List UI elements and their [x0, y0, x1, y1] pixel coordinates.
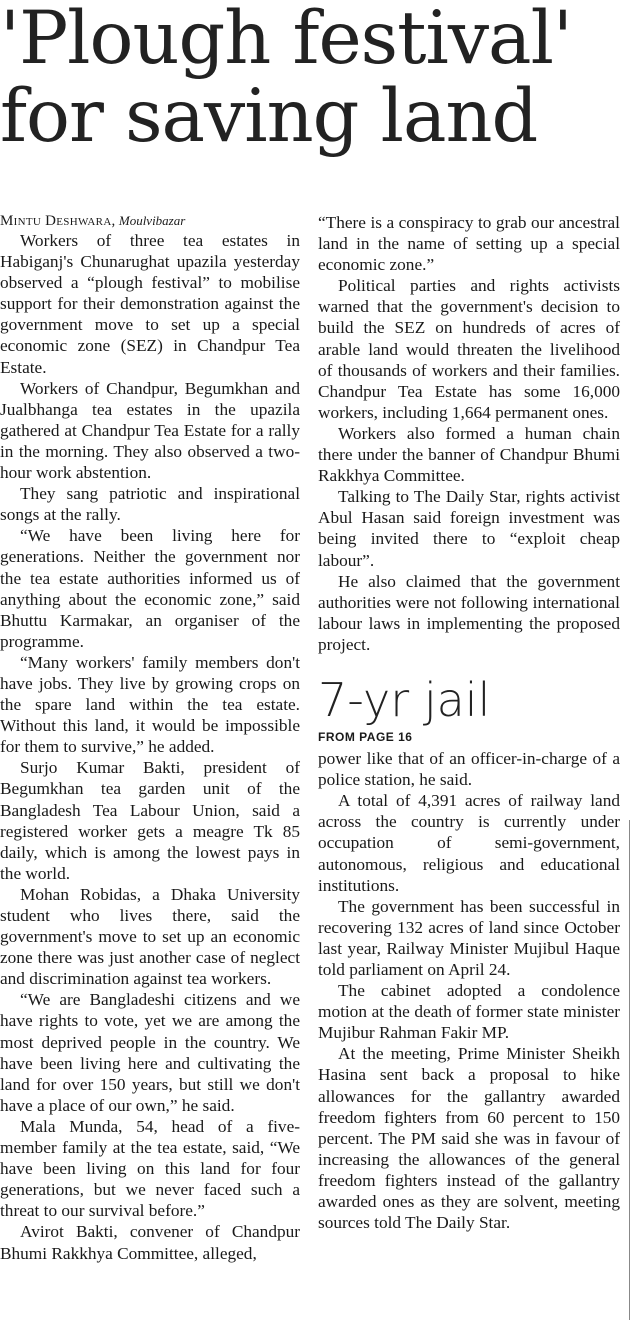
article-paragraph: “We are Bangladeshi citizens and we have rights to vote, yet we are among the most deprived people in the country. We have been living here and cultivating the land for over 150 years, but still we don't have a place of our own,” he said. — [0, 990, 300, 1115]
headline-line-1: 'Plough festival' — [0, 0, 572, 81]
left-column — [0, 212, 300, 1264]
article-paragraph: “We have been living here for generations. Neither the government nor the tea estate authorities informed us of anything about the economic zone,” said Bhuttu Karmakar, an organiser of the programme. — [0, 526, 300, 651]
story-paragraph: A total of 4,391 acres of railway land across the country is currently under occupation of semi-government, autonomous, religious and educational institutions. — [318, 791, 620, 895]
article-paragraph: Mala Munda, 54, head of a five-member family at the tea estate, said, “We have been living on this land for four generations, but we never faced such a threat to our survival before.” — [0, 1116, 300, 1221]
article-paragraph: “There is a conspiracy to grab our ancestral land in the name of setting up a special economic zone.” — [318, 213, 620, 275]
byline — [0, 212, 300, 230]
byline-place: Moulvibazar — [118, 213, 186, 228]
article-paragraph: Workers of Chandpur, Begumkhan and Jualbhanga tea estates in the upazila gathered at Chandpur Tea Estate for a rally in the morning. They also observed a two-hour work abstention. — [0, 378, 300, 483]
story-paragraph: At the meeting, Prime Minister Sheikh Hasina sent back a proposal to hike allowances for the gallantry awarded freedom fighters from 60 percent to 150 percent. The PM said she was in favour of increasing the allowances of the general freedom fighters instead of the gallantry awarded ones as they are solvent, meeting sources told The Daily Star. — [318, 1044, 620, 1233]
continued-from-label: FROM PAGE 16 — [318, 729, 413, 744]
story-paragraph: power like that of an officer-in-charge of a police station, he said. — [318, 749, 620, 790]
story-paragraph: The government has been successful in recovering 132 acres of land since October last year, Railway Minister Mujibul Haque told parliament on April 24. — [318, 896, 620, 979]
story-paragraph: The cabinet adopted a condolence motion at the death of former state minister Mujibur Rahman Fakir MP. — [318, 981, 620, 1043]
article-paragraph: He also claimed that the government authorities were not following international labour laws in implementing the proposed project. — [318, 571, 620, 654]
article-paragraph: Political parties and rights activists warned that the government's decision to build the SEZ on hundreds of acres of arable land would threaten the livelihood of thousands of workers and their families. Chandpur Tea Estate has some 16,000 workers, including 1,664 permanent ones. — [318, 276, 620, 422]
article-paragraph: Avirot Bakti, convener of Chandpur Bhumi Rakkhya Committee, alleged, — [0, 1222, 300, 1263]
article-paragraph: Workers also formed a human chain there under the banner of Chandpur Bhumi Rakkhya Committee. — [318, 423, 620, 486]
headline-line-2: for saving land — [0, 74, 538, 159]
article-paragraph: Surjo Kumar Bakti, president of Begumkhan tea garden unit of the Bangladesh Tea Labour Union, said a registered worker gets a meagre Tk 85 daily, which is among the lowest pays in the world. — [0, 758, 300, 883]
article-paragraph: “Many workers' family members don't have jobs. They live by growing crops on the spare land within the tea estate. Without this land, it would be impossible for them to survive,” he added. — [0, 652, 300, 757]
second-story-headline: 7-yr jail — [318, 672, 491, 727]
article-paragraph: Workers of three tea estates in Habiganj's Chunarughat upazila yesterday observed a “plough festival” to mobilise support for their demonstration against the government move to set up a special economic zone (SEZ) in Chandpur Tea Estate. — [0, 231, 300, 377]
byline-name: Mintu Deshwara, — [0, 213, 116, 229]
right-column — [318, 212, 620, 1233]
headline — [0, 0, 634, 159]
article-paragraph: Talking to The Daily Star, rights activist Abul Hasan said foreign investment was being invited there to “exploit cheap labour”. — [318, 487, 620, 570]
column-rule — [629, 820, 630, 1320]
article-paragraph: They sang patriotic and inspirational songs at the rally. — [0, 484, 300, 525]
article-paragraph: Mohan Robidas, a Dhaka University student who lives there, said the government's move to set up an economic zone there was just another case of neglect and discrimination against tea workers. — [0, 884, 300, 989]
